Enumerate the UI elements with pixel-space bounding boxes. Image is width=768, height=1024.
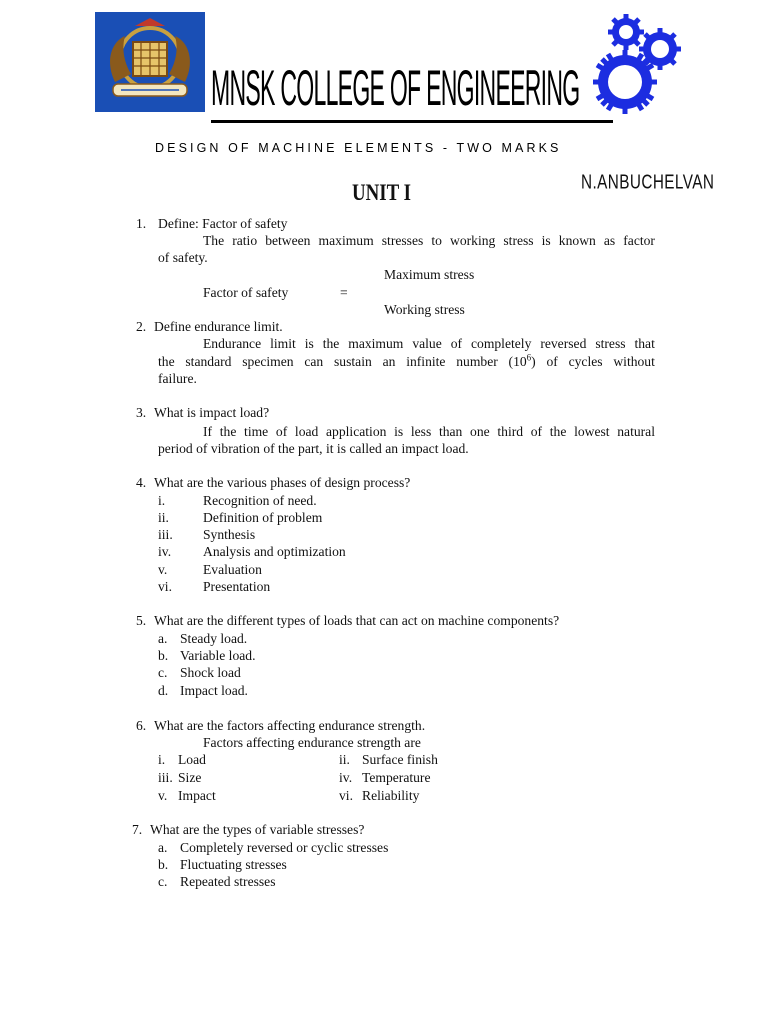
answer-word: one xyxy=(470,424,490,439)
answer-word: an xyxy=(382,354,396,369)
answer-intro: Factors affecting endurance strength are xyxy=(203,735,421,750)
question-text: What are the factors affecting endurance strength. xyxy=(154,718,426,733)
answer-word: specimen xyxy=(242,354,294,369)
question-text: Define endurance limit. xyxy=(154,319,283,334)
formula-equals: = xyxy=(340,285,348,300)
answer-word: can xyxy=(304,354,324,369)
question-text: Define: Factor of safety xyxy=(158,216,288,231)
title-underline xyxy=(211,120,613,123)
answer-word: reversed xyxy=(540,336,587,351)
list-marker: c. xyxy=(158,665,168,680)
list-item: Fluctuating stresses xyxy=(180,857,287,872)
answer-word: is xyxy=(304,336,314,351)
author-name: N.ANBUCHELVAN xyxy=(581,170,715,193)
list-item: Synthesis xyxy=(203,527,256,542)
question-number: 5. xyxy=(136,613,147,628)
answer-word: of xyxy=(546,354,558,369)
list-marker: i. xyxy=(158,493,166,508)
list-marker: a. xyxy=(158,631,168,646)
answer-word: completely xyxy=(470,336,532,351)
question-text: What are the types of variable stresses? xyxy=(150,822,365,837)
list-marker: vi. xyxy=(339,788,353,803)
answer-word: factor xyxy=(623,233,655,248)
answer-exponent-term: $(10^6)$ xyxy=(508,352,536,369)
answer-word: the xyxy=(549,424,567,439)
list-marker: iv. xyxy=(158,544,172,559)
answer-word: that xyxy=(634,336,655,351)
list-marker: iii. xyxy=(158,527,173,542)
list-marker: a. xyxy=(158,840,168,855)
list-item: Definition of problem xyxy=(203,510,323,525)
list-item: Load xyxy=(178,752,206,767)
answer-word: time xyxy=(244,424,269,439)
gears-icon xyxy=(588,12,694,118)
list-item: Reliability xyxy=(362,788,420,803)
list-item: Repeated stresses xyxy=(180,874,276,889)
answer-word: Endurance xyxy=(203,336,262,351)
list-item: Recognition of need. xyxy=(203,493,317,508)
list-item: Steady load. xyxy=(180,631,248,646)
answer-word: The xyxy=(203,233,225,248)
list-marker: ii. xyxy=(158,510,169,525)
formula-lhs: Factor of safety xyxy=(203,285,289,300)
list-marker: iii. xyxy=(158,770,173,785)
answer-line: of safety. xyxy=(158,250,208,265)
answer-word: of xyxy=(275,424,288,439)
list-item: Completely reversed or cyclic stresses xyxy=(180,840,389,855)
answer-word: infinite xyxy=(406,354,446,369)
question-number: 7. xyxy=(132,822,143,837)
answer-line xyxy=(203,423,655,440)
formula-denominator: Working stress xyxy=(384,302,465,317)
list-item: Temperature xyxy=(362,770,431,785)
unit-heading: UNIT I xyxy=(352,179,412,206)
answer-word: stresses xyxy=(381,233,424,248)
list-item: Variable load. xyxy=(180,648,256,663)
question-number: 6. xyxy=(136,718,147,733)
answer-word: to xyxy=(431,233,442,248)
answer-word: between xyxy=(265,233,311,248)
list-marker: d. xyxy=(158,683,169,698)
answer-word: standard xyxy=(185,354,232,369)
college-crest-icon xyxy=(95,12,205,112)
answer-word: maximum xyxy=(318,233,374,248)
answer-word: sustain xyxy=(334,354,372,369)
answer-word: the xyxy=(158,354,175,369)
answer-line xyxy=(203,335,655,352)
answer-word: the xyxy=(322,336,340,351)
list-item: Shock load xyxy=(180,665,241,680)
answer-word: is xyxy=(541,233,551,248)
list-item: Evaluation xyxy=(203,562,262,577)
answer-word: known xyxy=(558,233,596,248)
list-item: Surface finish xyxy=(362,752,438,767)
list-marker: b. xyxy=(158,648,169,663)
answer-word: working xyxy=(450,233,496,248)
answer-word: is xyxy=(394,424,404,439)
answer-word: ratio xyxy=(232,233,258,248)
answer-word: than xyxy=(438,424,463,439)
formula-numerator: Maximum stress xyxy=(384,267,475,282)
answer-word: of xyxy=(450,336,463,351)
answer-word: If xyxy=(203,424,213,439)
college-name: MNSK COLLEGE OF ENGINEERING xyxy=(211,60,580,116)
answer-word: load xyxy=(294,424,319,439)
answer-word: third xyxy=(497,424,524,439)
college-logo xyxy=(95,12,205,112)
list-item: Presentation xyxy=(203,579,271,594)
question-number: 4. xyxy=(136,475,147,490)
gears-graphic xyxy=(588,12,694,118)
list-marker: ii. xyxy=(339,752,350,767)
list-marker: b. xyxy=(158,857,169,872)
list-marker: c. xyxy=(158,874,168,889)
answer-word: number xyxy=(456,354,498,369)
answer-line: failure. xyxy=(158,371,197,386)
answer-word: lowest xyxy=(574,424,610,439)
document-title: DESIGN OF MACHINE ELEMENTS - TWO MARKS xyxy=(155,141,562,155)
list-marker: v. xyxy=(158,788,168,803)
answer-line: period of vibration of the part, it is called an impact load. xyxy=(158,441,469,456)
answer-word: application xyxy=(326,424,387,439)
list-item: Impact xyxy=(178,788,216,803)
question-text: What are the various phases of design process? xyxy=(154,475,411,490)
answer-line-full xyxy=(158,353,655,370)
answer-word: stress xyxy=(503,233,534,248)
answer-word: value xyxy=(412,336,442,351)
superscript: 6 xyxy=(526,352,532,363)
question-number: 2. xyxy=(136,319,147,334)
question-text: What is impact load? xyxy=(154,405,270,420)
list-marker: iv. xyxy=(339,770,353,785)
answer-word: limit xyxy=(270,336,296,351)
answer-word: stress xyxy=(595,336,626,351)
answer-word: less xyxy=(410,424,432,439)
answer-word: without xyxy=(613,354,655,369)
question-text: What are the different types of loads that can act on machine components? xyxy=(154,613,560,628)
answer-line xyxy=(203,232,655,249)
list-marker: v. xyxy=(158,562,168,577)
answer-word: as xyxy=(603,233,616,248)
answer-word: natural xyxy=(617,424,655,439)
answer-word: cycles xyxy=(568,354,603,369)
list-item: Size xyxy=(178,770,202,785)
answer-word: the xyxy=(219,424,237,439)
list-item: Impact load. xyxy=(180,683,248,698)
list-item: Analysis and optimization xyxy=(203,544,346,559)
list-marker: vi. xyxy=(158,579,172,594)
question-number: 3. xyxy=(136,405,147,420)
question-number: 1. xyxy=(136,216,147,231)
answer-word: of xyxy=(530,424,543,439)
answer-word: maximum xyxy=(348,336,404,351)
list-marker: i. xyxy=(158,752,166,767)
